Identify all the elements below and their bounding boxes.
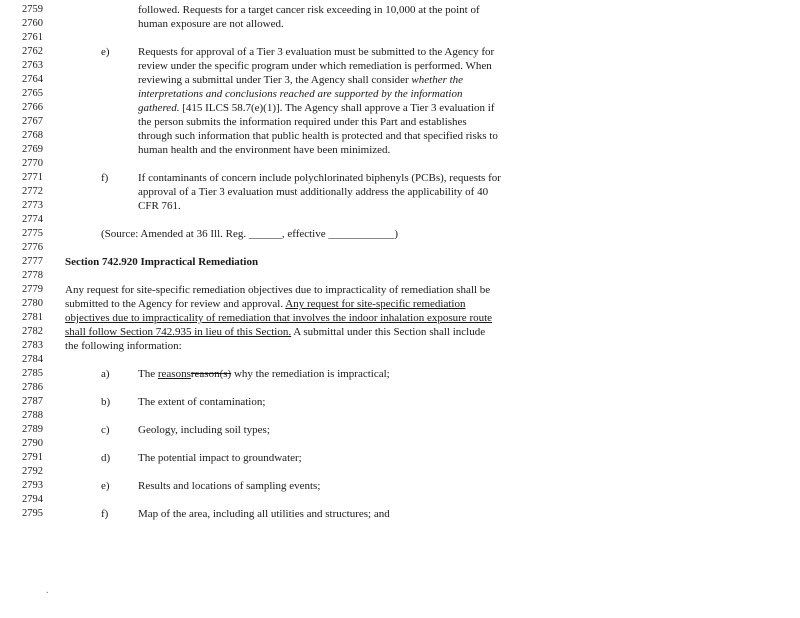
line-number: 2794: [22, 494, 43, 505]
line-number: 2787: [22, 396, 43, 407]
text-run: submitted to the Agency for review and approval.: [65, 298, 286, 310]
paragraph-line: human health and the environment have been minimized.: [138, 144, 391, 156]
list-text: The extent of contamination;: [138, 396, 266, 408]
statutory-quote: whether the: [411, 74, 464, 86]
paragraph-line: review under the specific program under which remediation is performed. When: [138, 60, 492, 72]
source-note: (Source: Amended at 36 Ill. Reg. ______, effective ____________): [101, 228, 399, 240]
paragraph-line: Any request for site-specific remediation objectives due to impracticality of remediation shall be: [65, 284, 491, 296]
text-run: The: [138, 368, 158, 380]
line-number: 2762: [22, 46, 43, 57]
line-number: 2773: [22, 200, 43, 211]
line-number: 2793: [22, 480, 43, 491]
list-label: a): [101, 368, 110, 380]
line-number: 2768: [22, 130, 43, 141]
carry-over-line: human exposure are not allowed.: [138, 18, 284, 30]
line-number: 2782: [22, 326, 43, 337]
paragraph-line: through such information that public health is protected and that specified risks to: [138, 130, 498, 142]
line-number: 2783: [22, 340, 43, 351]
line-number: 2771: [22, 172, 43, 183]
list-label: e): [101, 480, 110, 492]
line-number: 2779: [22, 284, 43, 295]
text-run: A submittal under this Section shall include: [291, 326, 486, 338]
line-number: 2790: [22, 438, 43, 449]
line-number: 2792: [22, 466, 43, 477]
paragraph-line: [138, 74, 463, 86]
section-heading: Section 742.920 Impractical Remediation: [65, 256, 259, 268]
line-number: 2772: [22, 186, 43, 197]
paragraph-line: the following information:: [65, 340, 182, 352]
paragraph-line: [65, 298, 465, 310]
statutory-quote: interpretations and conclusions reached are supported by the information: [138, 88, 463, 100]
line-number: 2784: [22, 354, 43, 365]
line-number: 2765: [22, 88, 43, 99]
line-number: 2788: [22, 410, 43, 421]
line-number: 2786: [22, 382, 43, 393]
text-run: [415 ILCS 58.7(e)(1)]. The Agency shall approve a Tier 3 evaluation if: [179, 102, 495, 114]
list-text: [138, 368, 390, 380]
line-number: 2775: [22, 228, 43, 239]
line-number: 2761: [22, 32, 43, 43]
line-number: 2770: [22, 158, 43, 169]
line-number: 2767: [22, 116, 43, 127]
statutory-quote: gathered.: [138, 102, 180, 114]
line-number: 2778: [22, 270, 43, 281]
paragraph-line: [65, 326, 485, 338]
list-label: d): [101, 452, 111, 464]
line-number: 2759: [22, 4, 43, 15]
inserted-text: objectives due to impracticality of remediation that involves the indoor inhalation exposure route: [65, 312, 493, 324]
line-number: 2791: [22, 452, 43, 463]
line-number: 2774: [22, 214, 43, 225]
list-text: Results and locations of sampling events;: [138, 480, 321, 492]
text-run: why the remediation is impractical;: [231, 368, 390, 380]
paragraph-line: [138, 102, 495, 114]
inserted-text: shall follow Section 742.935 in lieu of this Section.: [65, 326, 292, 338]
line-number: 2780: [22, 298, 43, 309]
line-number: 2760: [22, 18, 43, 29]
line-number: 2763: [22, 60, 43, 71]
line-number: 2789: [22, 424, 43, 435]
list-text: Geology, including soil types;: [138, 424, 270, 436]
line-number: 2769: [22, 144, 43, 155]
list-label: c): [101, 424, 110, 436]
line-number: 2785: [22, 368, 43, 379]
paragraph-line: approval of a Tier 3 evaluation must additionally address the applicability of 40: [138, 186, 489, 198]
list-label: f): [101, 508, 109, 520]
paragraph-line: CFR 761.: [138, 200, 181, 212]
paragraph-line: the person submits the information required under this Part and establishes: [138, 116, 467, 128]
inserted-text: Any request for site-specific remediation: [285, 298, 466, 310]
list-text: The potential impact to groundwater;: [138, 452, 302, 464]
list-text: Map of the area, including all utilities and structures; and: [138, 508, 390, 520]
subsection-label: e): [101, 46, 110, 58]
line-number: 2766: [22, 102, 43, 113]
paragraph-line: Requests for approval of a Tier 3 evaluation must be submitted to the Agency for: [138, 46, 495, 58]
subsection-label: f): [101, 172, 109, 184]
line-number: 2781: [22, 312, 43, 323]
deleted-text: reason(s): [190, 368, 232, 380]
line-number: 2777: [22, 256, 43, 267]
line-number: 2764: [22, 74, 43, 85]
footer-mark: .: [46, 585, 49, 596]
paragraph-line: If contaminants of concern include polychlorinated biphenyls (PCBs), requests for: [138, 172, 501, 184]
list-label: b): [101, 396, 111, 408]
text-run: reviewing a submittal under Tier 3, the Agency shall consider: [138, 74, 409, 86]
inserted-text: reasons: [157, 368, 191, 380]
carry-over-line: followed. Requests for a target cancer risk exceeding in 10,000 at the point of: [138, 4, 480, 16]
line-number: 2776: [22, 242, 43, 253]
line-number: 2795: [22, 508, 43, 519]
